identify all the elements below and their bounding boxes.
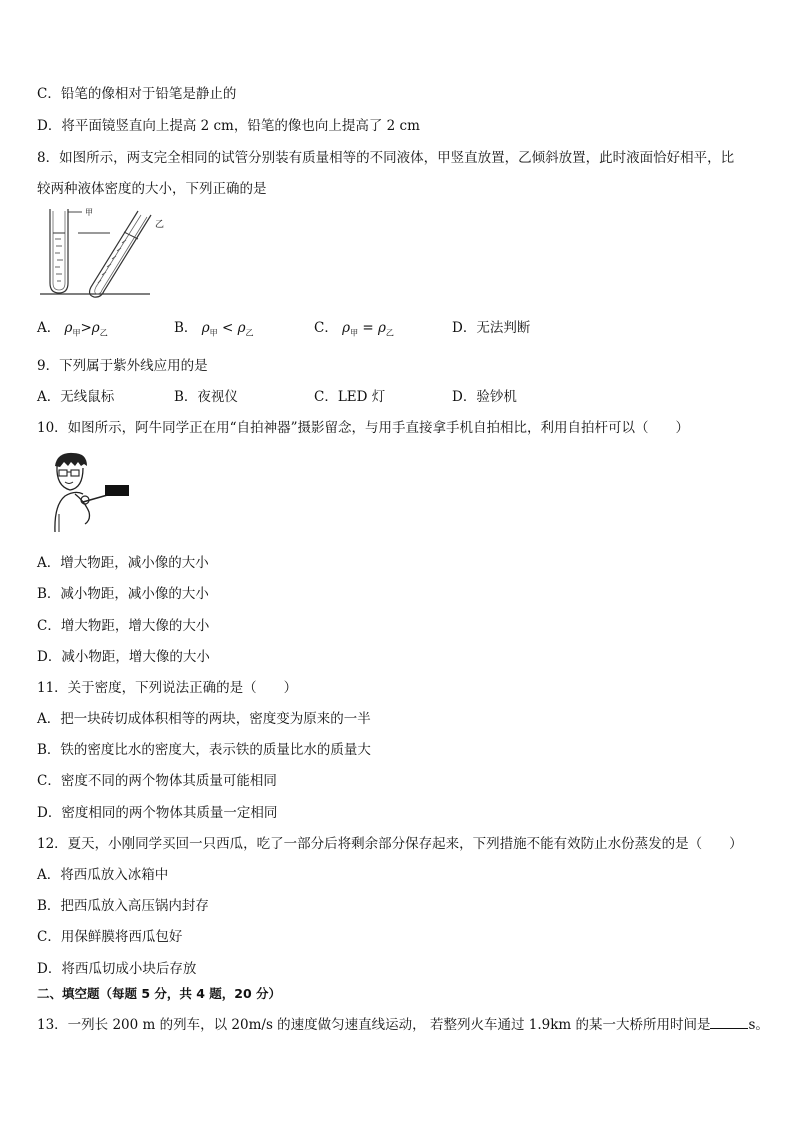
q8-stem-line1: 8．如图所示，两支完全相同的试管分别装有质量相等的不同液体，甲竖直放置，乙倾斜放置，此时液面恰好相平，比 [37, 150, 735, 166]
label-yi: 乙 [155, 220, 165, 230]
q7-option-c: C．铅笔的像相对于铅笔是静止的 [37, 86, 237, 102]
q11-option-c: C．密度不同的两个物体其质量可能相同 [37, 773, 277, 789]
q11-option-a: A．把一块砖切成体积相等的两块，密度变为原来的一半 [37, 711, 371, 727]
q13-unit: s。 [748, 1017, 769, 1033]
q9-stem: 9．下列属于紫外线应用的是 [37, 358, 208, 374]
q9-option-d: D．验钞机 [452, 389, 517, 405]
q11-option-d: D．密度相同的两个物体其质量一定相同 [37, 805, 278, 821]
q10-option-d: D．减小物距，增大像的大小 [37, 649, 210, 665]
q9-option-c: C．LED 灯 [314, 389, 386, 405]
q12-option-b: B．把西瓜放入高压锅内封存 [37, 898, 209, 914]
section-title-fill-blank: 二、填空题（每题 5 分，共 4 题，20 分） [37, 986, 282, 1001]
q8-option-d: D．无法判断 [452, 320, 531, 336]
label-jia: 甲 [85, 208, 93, 217]
q8-option-b: B． $\rho_甲 < \rho_乙$ [174, 320, 254, 338]
answer-blank[interactable] [710, 1015, 748, 1029]
selfie-stick-figure [45, 450, 135, 536]
q12-option-c: C．用保鲜膜将西瓜包好 [37, 929, 183, 945]
q8-stem-line2: 较两种液体密度的大小，下列正确的是 [37, 181, 267, 197]
q12-stem: 12．夏天，小刚同学买回一只西瓜，吃了一部分后将剩余部分保存起来，下列措施不能有效防止水份蒸发的是（ ） [37, 836, 743, 852]
test-tubes-figure [38, 205, 168, 298]
q10-option-c: C．增大物距，增大像的大小 [37, 618, 210, 634]
q10-stem: 10．如图所示，阿牛同学正在用“自拍神器”摄影留念，与用手直接拿手机自拍相比，利用自拍杆可以（ ） [37, 420, 689, 436]
q9-option-a: A．无线鼠标 [37, 389, 115, 405]
q10-option-a: A．增大物距，减小像的大小 [37, 555, 209, 571]
q9-option-b: B．夜视仪 [174, 389, 238, 405]
q11-option-b: B．铁的密度比水的密度大，表示铁的质量比水的质量大 [37, 742, 371, 758]
q11-stem: 11．关于密度，下列说法正确的是（ ） [37, 680, 298, 696]
q7-option-d: D．将平面镜竖直向上提高 2 cm，铅笔的像也向上提高了 2 cm [37, 118, 420, 134]
q13-stem-line [37, 1013, 769, 1033]
q12-option-d: D．将西瓜切成小块后存放 [37, 961, 197, 977]
q12-option-a: A．将西瓜放入冰箱中 [37, 867, 169, 883]
q8-option-a: A． $\rho_甲>\rho_乙$ [37, 320, 108, 338]
q8-option-c: C． $\rho_甲 = \rho_乙$ [314, 320, 394, 338]
q10-option-b: B．减小物距，减小像的大小 [37, 586, 209, 602]
q13-stem: 13．一列长 200 m 的列车，以 20m/s 的速度做匀速直线运动， 若整列火车通过 1.9km 的某一大桥所用时间是 [37, 1017, 711, 1033]
